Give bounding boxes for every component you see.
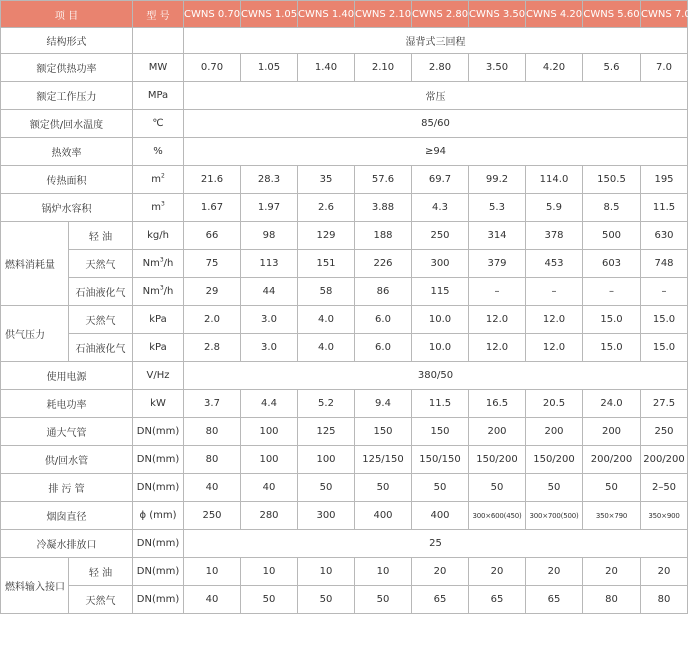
cell: 2.8 (184, 334, 241, 362)
cell: 58 (298, 278, 355, 306)
cell: 98 (241, 222, 298, 250)
row-value: 湿背式三回程 (184, 28, 688, 54)
row-fuel-natural-gas (1, 250, 688, 278)
cell: 69.7 (412, 166, 469, 194)
cell: 1.97 (241, 194, 298, 222)
unit-base: Nm (142, 258, 160, 269)
unit-sup: 3 (160, 200, 165, 208)
cell: 300 (298, 502, 355, 530)
cell: 50 (298, 474, 355, 502)
cell: 200/200 (583, 446, 641, 474)
row-label: 传热面积 (1, 166, 133, 194)
sub-label: 天然气 (69, 250, 133, 278)
cell: 80 (583, 586, 641, 614)
sub-label: 石油液化气 (69, 334, 133, 362)
row-unit: % (133, 138, 184, 166)
cell: 400 (355, 502, 412, 530)
row-vent-pipe (1, 418, 688, 446)
cell: 65 (469, 586, 526, 614)
cell: 200 (469, 418, 526, 446)
row-pressure (1, 82, 688, 110)
row-power-consumption (1, 390, 688, 418)
cell: 5.3 (469, 194, 526, 222)
row-unit: kg/h (133, 222, 184, 250)
row-gas-pressure-lpg (1, 334, 688, 362)
cell: 4.4 (241, 390, 298, 418)
row-label: 烟囱直径 (1, 502, 133, 530)
cell: 29 (184, 278, 241, 306)
row-unit: kPa (133, 306, 184, 334)
row-unit: MW (133, 54, 184, 82)
row-unit: V/Hz (133, 362, 184, 390)
cell: 4.20 (526, 54, 583, 82)
row-value: 380/50 (184, 362, 688, 390)
cell: 10 (298, 558, 355, 586)
cell: – (469, 278, 526, 306)
cell: 151 (298, 250, 355, 278)
unit-sup: 2 (160, 172, 165, 180)
row-unit: DN(mm) (133, 586, 184, 614)
cell: 125 (298, 418, 355, 446)
row-label: 耗电功率 (1, 390, 133, 418)
cell: 27.5 (641, 390, 688, 418)
cell: 80 (184, 418, 241, 446)
header-model-name: CWNS 3.50 (469, 1, 526, 28)
unit-tail: /h (163, 286, 174, 297)
cell: 57.6 (355, 166, 412, 194)
cell: 80 (184, 446, 241, 474)
cell: 5.2 (298, 390, 355, 418)
row-value: 85/60 (184, 110, 688, 138)
cell: – (526, 278, 583, 306)
cell: 1.40 (298, 54, 355, 82)
row-fuel-inlet-light-oil (1, 558, 688, 586)
row-power-supply (1, 362, 688, 390)
cell: 16.5 (469, 390, 526, 418)
cell: 150 (355, 418, 412, 446)
cell: 75 (184, 250, 241, 278)
cell: 20 (469, 558, 526, 586)
cell: 15.0 (583, 334, 641, 362)
row-gas-pressure-natural-gas (1, 306, 688, 334)
group-label: 燃料消耗量 (1, 222, 69, 306)
sub-label: 天然气 (69, 586, 133, 614)
cell: 188 (355, 222, 412, 250)
row-unit (133, 28, 184, 54)
cell: 12.0 (526, 306, 583, 334)
cell: 50 (298, 586, 355, 614)
cell: 350×900 (641, 502, 688, 530)
cell: 65 (412, 586, 469, 614)
row-water-volume (1, 194, 688, 222)
cell: 200 (583, 418, 641, 446)
row-drain-pipe (1, 474, 688, 502)
header-model-name: CWNS 1.05 (241, 1, 298, 28)
cell: 50 (355, 586, 412, 614)
row-water-temp (1, 110, 688, 138)
sub-label: 天然气 (69, 306, 133, 334)
cell: 21.6 (184, 166, 241, 194)
row-heat-power (1, 54, 688, 82)
group-label: 供气压力 (1, 306, 69, 362)
row-label: 冷凝水排放口 (1, 530, 133, 558)
cell: 250 (184, 502, 241, 530)
cell: 250 (641, 418, 688, 446)
cell: 50 (583, 474, 641, 502)
cell: 4.0 (298, 306, 355, 334)
row-fuel-inlet-natural-gas (1, 586, 688, 614)
cell: 3.0 (241, 334, 298, 362)
cell: 250 (412, 222, 469, 250)
cell: – (583, 278, 641, 306)
cell: 100 (241, 446, 298, 474)
cell: 50 (412, 474, 469, 502)
cell: 44 (241, 278, 298, 306)
cell: 226 (355, 250, 412, 278)
cell: 15.0 (583, 306, 641, 334)
cell: 7.0 (641, 54, 688, 82)
cell: 378 (526, 222, 583, 250)
cell: 280 (241, 502, 298, 530)
cell: 10.0 (412, 334, 469, 362)
row-structure (1, 28, 688, 54)
row-supply-return-pipe (1, 446, 688, 474)
cell: 129 (298, 222, 355, 250)
row-unit: MPa (133, 82, 184, 110)
cell: 2–50 (641, 474, 688, 502)
row-unit: ϕ (mm) (133, 502, 184, 530)
row-fuel-lpg (1, 278, 688, 306)
cell: 2.10 (355, 54, 412, 82)
row-value: 常压 (184, 82, 688, 110)
cell: 80 (641, 586, 688, 614)
row-chimney (1, 502, 688, 530)
row-heat-area (1, 166, 688, 194)
cell: 1.05 (241, 54, 298, 82)
row-unit (133, 250, 184, 278)
row-unit: ℃ (133, 110, 184, 138)
cell: 1.67 (184, 194, 241, 222)
sub-label: 轻 油 (69, 222, 133, 250)
row-label: 排 污 管 (1, 474, 133, 502)
cell: 113 (241, 250, 298, 278)
row-label: 使用电源 (1, 362, 133, 390)
cell: 12.0 (469, 306, 526, 334)
cell: 50 (469, 474, 526, 502)
cell: 11.5 (412, 390, 469, 418)
cell: 3.50 (469, 54, 526, 82)
cell: 2.80 (412, 54, 469, 82)
cell: 3.7 (184, 390, 241, 418)
header-model-name: CWNS 2.80 (412, 1, 469, 28)
cell: 15.0 (641, 306, 688, 334)
header-model: 型 号 (133, 1, 184, 28)
sub-label: 轻 油 (69, 558, 133, 586)
cell: 12.0 (469, 334, 526, 362)
cell: 66 (184, 222, 241, 250)
header-model-name: CWNS 5.60 (583, 1, 641, 28)
row-unit: kPa (133, 334, 184, 362)
cell: 150/150 (412, 446, 469, 474)
unit-base: Nm (142, 286, 160, 297)
cell: 300×700(500) (526, 502, 583, 530)
cell: 20 (412, 558, 469, 586)
cell: 40 (184, 474, 241, 502)
header-row (1, 1, 688, 28)
cell: 100 (298, 446, 355, 474)
cell: 150.5 (583, 166, 641, 194)
cell: 300×600(450) (469, 502, 526, 530)
cell: 500 (583, 222, 641, 250)
cell: 453 (526, 250, 583, 278)
row-label: 额定工作压力 (1, 82, 133, 110)
cell: 50 (355, 474, 412, 502)
row-label: 额定供/回水温度 (1, 110, 133, 138)
unit-tail: /h (163, 258, 174, 269)
cell: 10 (184, 558, 241, 586)
unit-base: m (151, 174, 161, 185)
row-label: 结构形式 (1, 28, 133, 54)
cell: 40 (241, 474, 298, 502)
unit-base: m (151, 202, 161, 213)
row-value: 25 (184, 530, 688, 558)
cell: 50 (526, 474, 583, 502)
cell: 35 (298, 166, 355, 194)
cell: 20 (526, 558, 583, 586)
cell: 12.0 (526, 334, 583, 362)
cell: 603 (583, 250, 641, 278)
row-unit: DN(mm) (133, 558, 184, 586)
cell: 5.6 (583, 54, 641, 82)
cell: 99.2 (469, 166, 526, 194)
cell: 15.0 (641, 334, 688, 362)
cell: 9.4 (355, 390, 412, 418)
cell: 40 (184, 586, 241, 614)
row-unit (133, 278, 184, 306)
cell: 20 (583, 558, 641, 586)
cell: 4.0 (298, 334, 355, 362)
cell: 0.70 (184, 54, 241, 82)
cell: 6.0 (355, 334, 412, 362)
row-unit: kW (133, 390, 184, 418)
header-model-name: CWNS 2.10 (355, 1, 412, 28)
cell: 8.5 (583, 194, 641, 222)
row-label: 锅炉水容积 (1, 194, 133, 222)
group-label: 燃料输入接口 (1, 558, 69, 614)
unit-sup: 3 (159, 284, 164, 292)
header-item: 项 目 (1, 1, 133, 28)
row-efficiency (1, 138, 688, 166)
cell: 150/200 (469, 446, 526, 474)
row-unit (133, 166, 184, 194)
cell: 300 (412, 250, 469, 278)
cell: 150 (412, 418, 469, 446)
cell: 2.6 (298, 194, 355, 222)
cell: 20.5 (526, 390, 583, 418)
cell: 115 (412, 278, 469, 306)
cell: 6.0 (355, 306, 412, 334)
row-unit: DN(mm) (133, 418, 184, 446)
cell: 5.9 (526, 194, 583, 222)
cell: 748 (641, 250, 688, 278)
cell: 200 (526, 418, 583, 446)
cell: 400 (412, 502, 469, 530)
cell: 20 (641, 558, 688, 586)
cell: 10 (241, 558, 298, 586)
cell: 314 (469, 222, 526, 250)
cell: 86 (355, 278, 412, 306)
cell: 4.3 (412, 194, 469, 222)
row-fuel-light-oil (1, 222, 688, 250)
sub-label: 石油液化气 (69, 278, 133, 306)
cell: 28.3 (241, 166, 298, 194)
row-unit: DN(mm) (133, 446, 184, 474)
cell: 24.0 (583, 390, 641, 418)
header-model-name: CWNS 1.40 (298, 1, 355, 28)
header-model-name: CWNS 4.20 (526, 1, 583, 28)
row-value: ≥94 (184, 138, 688, 166)
cell: 2.0 (184, 306, 241, 334)
row-label: 通大气管 (1, 418, 133, 446)
header-model-name: CWNS 7.0 (641, 1, 688, 28)
cell: 11.5 (641, 194, 688, 222)
cell: 65 (526, 586, 583, 614)
cell: 114.0 (526, 166, 583, 194)
row-unit (133, 194, 184, 222)
cell: 3.88 (355, 194, 412, 222)
cell: – (641, 278, 688, 306)
cell: 195 (641, 166, 688, 194)
row-label: 热效率 (1, 138, 133, 166)
row-condensate (1, 530, 688, 558)
cell: 125/150 (355, 446, 412, 474)
row-unit: DN(mm) (133, 530, 184, 558)
cell: 200/200 (641, 446, 688, 474)
cell: 50 (241, 586, 298, 614)
row-unit: DN(mm) (133, 474, 184, 502)
header-model-name: CWNS 0.70 (184, 1, 241, 28)
cell: 630 (641, 222, 688, 250)
cell: 10.0 (412, 306, 469, 334)
cell: 350×790 (583, 502, 641, 530)
cell: 150/200 (526, 446, 583, 474)
cell: 3.0 (241, 306, 298, 334)
cell: 379 (469, 250, 526, 278)
cell: 100 (241, 418, 298, 446)
row-label: 额定供热功率 (1, 54, 133, 82)
row-label: 供/回水管 (1, 446, 133, 474)
cell: 10 (355, 558, 412, 586)
unit-sup: 3 (159, 256, 164, 264)
